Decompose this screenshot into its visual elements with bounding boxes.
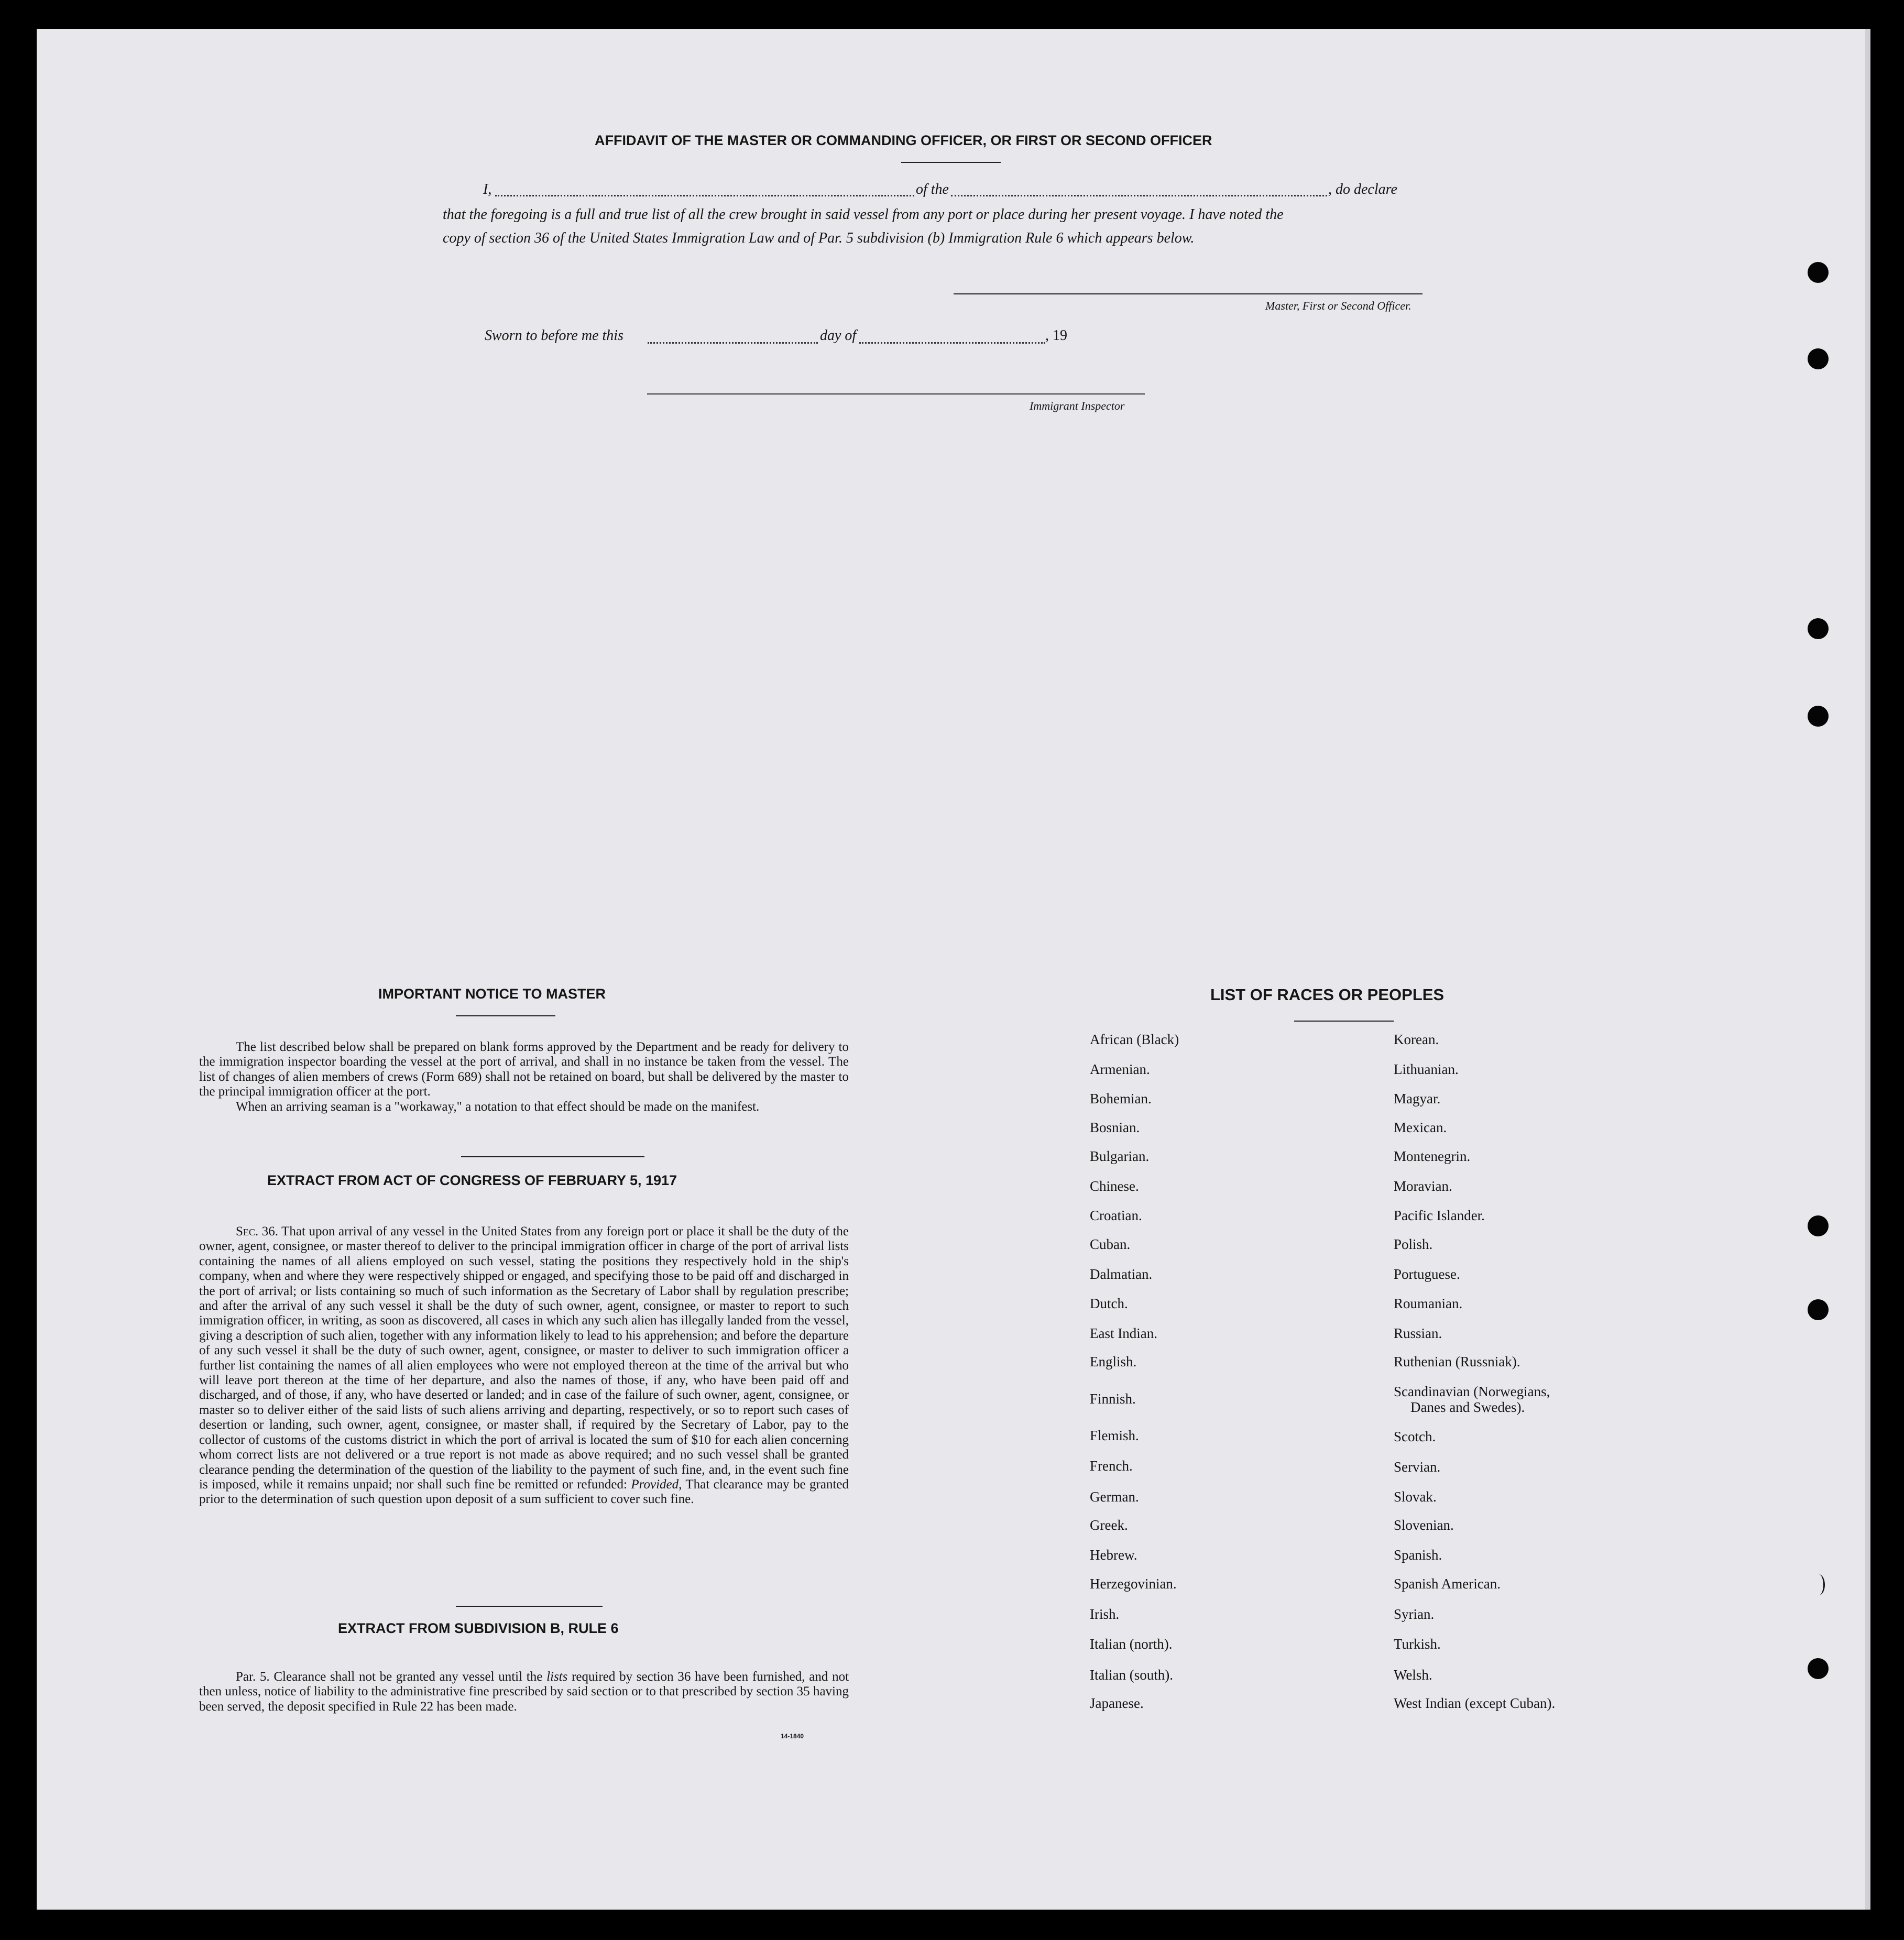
race-left-8: Cuban. xyxy=(1090,1236,1131,1252)
punch-hole xyxy=(1808,348,1829,369)
race-left-9: Dalmatian. xyxy=(1090,1266,1153,1282)
rule-body-part-2: required by section 36 have been furnished, and not then unless, notice of liability to the administrative fine prescribed by said section or to that prescribed by section 35 having been served, the deposit specified in Rule 22 has been made. xyxy=(199,1670,849,1714)
race-right-7: Pacific Islander. xyxy=(1394,1208,1485,1223)
notice-title-rule xyxy=(456,1015,555,1016)
act-separator-rule xyxy=(461,1156,644,1157)
race-left-7: Croatian. xyxy=(1090,1208,1142,1223)
manifest-back-sheet xyxy=(37,29,1870,1910)
punch-hole xyxy=(1808,706,1829,727)
notice-paragraph-1: The list described below shall be prepared on blank forms approved by the Department and be ready for delivery to the immigration inspector boarding the vessel at the port of arrival, and shall in no instance be taken from the vessel. The list of changes of alien members of crews (Form 689) shall not be retained on board, but shall be delivered by the master to the principal immigration officer at the port. xyxy=(199,1040,849,1099)
rule-body xyxy=(199,1670,849,1714)
race-right-4: Mexican. xyxy=(1394,1120,1447,1135)
race-left-22: Italian (south). xyxy=(1090,1667,1173,1683)
race-right-5: Montenegrin. xyxy=(1394,1148,1471,1164)
rule-title: EXTRACT FROM SUBDIVISION B, RULE 6 xyxy=(338,1620,619,1636)
punch-hole xyxy=(1808,262,1829,283)
race-left-21: Italian (north). xyxy=(1090,1636,1173,1652)
race-left-20: Irish. xyxy=(1090,1606,1120,1622)
race-left-23: Japanese. xyxy=(1090,1695,1144,1711)
races-title-rule xyxy=(1294,1021,1394,1022)
race-left-1: African (Black) xyxy=(1090,1032,1179,1047)
notice-paragraph-2: When an arriving seaman is a "workaway," a notation to that effect should be made on the manifest. xyxy=(236,1099,760,1114)
act-section-label: Sec. 36. xyxy=(236,1224,278,1238)
race-right-16: Slovak. xyxy=(1394,1489,1437,1505)
affidavit-statement-line-1: that the foregoing is a full and true list of all the crew brought in said vessel from any port or place during her present voyage. I have noted the xyxy=(443,206,1284,223)
race-left-13: Finnish. xyxy=(1090,1391,1136,1407)
race-right-11: Russian. xyxy=(1394,1325,1442,1341)
race-left-14: Flemish. xyxy=(1090,1428,1139,1443)
master-signature-caption: Master, First or Second Officer. xyxy=(1265,299,1411,312)
sworn-year-label: , 19 xyxy=(1045,327,1067,344)
rule-separator-rule xyxy=(456,1606,603,1607)
act-body-part-1: That upon arrival of any vessel in the United States from any foreign port or place it shall be the duty of the owner, agent, consignee, or master thereof to deliver to the principal immigration officer in charge of the port of arrival lists containing the names of all aliens employed on such vessel, stating the positions they respectively hold in the ship's company, when and where they were respectively shipped or engaged, and specifying those to be paid off and discharged in the port of arrival; or lists containing so much of such information as the Secretary of Labor shall by regulation prescribe; and after the arrival of any such vessel it shall be the duty of such owner, agent, consignee, or master to report to such immigration officer, in writing, as soon as discovered, all cases in which any such alien has illegally landed from the vessel, giving a description of such alien, together with any information likely to lead to his apprehension; and before the departure of any such vessel it shall be the duty of such owner, agent, consignee, or master to deliver to such immigration officer a further list containing the names of all alien employees who were not employed thereon at the time of the arrival but who will leave port thereon at the time of her departure, and also the names of those, if any, who have been paid off and discharged, and of those, if any, who have deserted or landed; and in case of the failure of such owner, agent, consignee, or master so to deliver either of the said lists of such aliens arriving and departing, respectively, or so to report such cases of desertion or landing, such owner, agent, consignee, or master shall, if required by the Secretary of Labor, pay to the collector of customs of the customs district in which the port of arrival is located the sum of $10 for each alien concerning whom correct lists are not delivered or a true report is not made as above required; and no such vessel shall be granted clearance pending the determination of the question of the liability to the payment of such fine, and, in the event such fine is imposed, while it remains unpaid; nor shall such fine be remitted or refunded: xyxy=(199,1224,849,1492)
race-right-20: Syrian. xyxy=(1394,1606,1435,1622)
race-left-11: East Indian. xyxy=(1090,1325,1157,1341)
race-right-9: Portuguese. xyxy=(1394,1266,1460,1282)
act-provided-label: Provided, xyxy=(631,1477,682,1492)
race-left-15: French. xyxy=(1090,1458,1133,1474)
race-right-15: Servian. xyxy=(1394,1459,1441,1475)
act-title: EXTRACT FROM ACT OF CONGRESS OF FEBRUARY 5, 1917 xyxy=(267,1172,677,1188)
race-right-10: Roumanian. xyxy=(1394,1296,1463,1311)
affidavit-vessel-field[interactable] xyxy=(951,195,1327,196)
notice-title: IMPORTANT NOTICE TO MASTER xyxy=(378,986,606,1002)
race-right-12: Ruthenian (Russniak). xyxy=(1394,1354,1520,1369)
notice-body xyxy=(199,1040,849,1114)
race-left-17: Greek. xyxy=(1090,1517,1128,1533)
race-right-13: Scandinavian (Norwegians, xyxy=(1394,1384,1550,1399)
race-right-19: Spanish American. xyxy=(1394,1576,1501,1592)
affidavit-i-label: I, xyxy=(483,181,492,198)
punch-hole xyxy=(1808,1299,1829,1320)
sworn-day-field[interactable] xyxy=(648,342,818,344)
race-left-10: Dutch. xyxy=(1090,1296,1128,1311)
race-left-4: Bosnian. xyxy=(1090,1120,1140,1135)
race-right-23: West Indian (except Cuban). xyxy=(1394,1695,1556,1711)
affidavit-title: AFFIDAVIT OF THE MASTER OR COMMANDING OFFICER, OR FIRST OR SECOND OFFICER xyxy=(595,133,1212,148)
sworn-month-field[interactable] xyxy=(859,342,1045,344)
race-left-2: Armenian. xyxy=(1090,1061,1150,1077)
punch-hole xyxy=(1808,1658,1829,1679)
race-right-17: Slovenian. xyxy=(1394,1517,1454,1533)
race-right-22: Welsh. xyxy=(1394,1667,1432,1683)
race-left-12: English. xyxy=(1090,1354,1137,1369)
punch-hole xyxy=(1808,1215,1829,1236)
race-right-14: Scotch. xyxy=(1394,1429,1436,1444)
race-right-21: Turkish. xyxy=(1394,1636,1441,1652)
race-right-8: Polish. xyxy=(1394,1236,1433,1252)
inspector-signature-line[interactable] xyxy=(647,393,1145,394)
rule-body-part-1: Par. 5. Clearance shall not be granted any vessel until the xyxy=(236,1670,543,1684)
sworn-day-of-label: day of xyxy=(820,327,857,344)
affidavit-title-rule xyxy=(901,162,1001,163)
rule-lists-word: lists xyxy=(546,1670,568,1684)
race-left-16: German. xyxy=(1090,1489,1139,1505)
race-left-3: Bohemian. xyxy=(1090,1091,1152,1106)
races-title: LIST OF RACES OR PEOPLES xyxy=(1210,985,1445,1004)
race-right-3: Magyar. xyxy=(1394,1091,1441,1106)
punch-hole xyxy=(1813,1574,1825,1595)
sworn-label: Sworn to before me this xyxy=(485,327,623,344)
master-signature-line[interactable] xyxy=(954,293,1422,294)
inspector-caption: Immigrant Inspector xyxy=(1030,399,1125,412)
affidavit-of-the-label: of the xyxy=(916,181,949,198)
affidavit-statement-line-2: copy of section 36 of the United States Immigration Law and of Par. 5 subdivision (b) Immigration Rule 6 which appears below. xyxy=(443,230,1195,246)
race-left-5: Bulgarian. xyxy=(1090,1148,1150,1164)
race-right-6: Moravian. xyxy=(1394,1178,1452,1194)
affidavit-name-field[interactable] xyxy=(495,195,914,196)
race-left-18: Hebrew. xyxy=(1090,1547,1137,1563)
race-right-18: Spanish. xyxy=(1394,1547,1442,1563)
race-right-1: Korean. xyxy=(1394,1032,1439,1047)
punch-hole xyxy=(1808,618,1829,639)
race-left-19: Herzegovinian. xyxy=(1090,1576,1177,1592)
race-right-2: Lithuanian. xyxy=(1394,1061,1459,1077)
race-left-6: Chinese. xyxy=(1090,1178,1139,1194)
form-number: 14-1840 xyxy=(781,1733,804,1740)
act-body xyxy=(199,1224,849,1507)
affidavit-do-declare-label: , do declare xyxy=(1328,181,1397,198)
race-right-13b: Danes and Swedes). xyxy=(1410,1399,1525,1415)
act-body-part-2: That clearance may be granted prior to the determination of such question upon deposit of a sum sufficient to cover such fine. xyxy=(199,1477,849,1507)
